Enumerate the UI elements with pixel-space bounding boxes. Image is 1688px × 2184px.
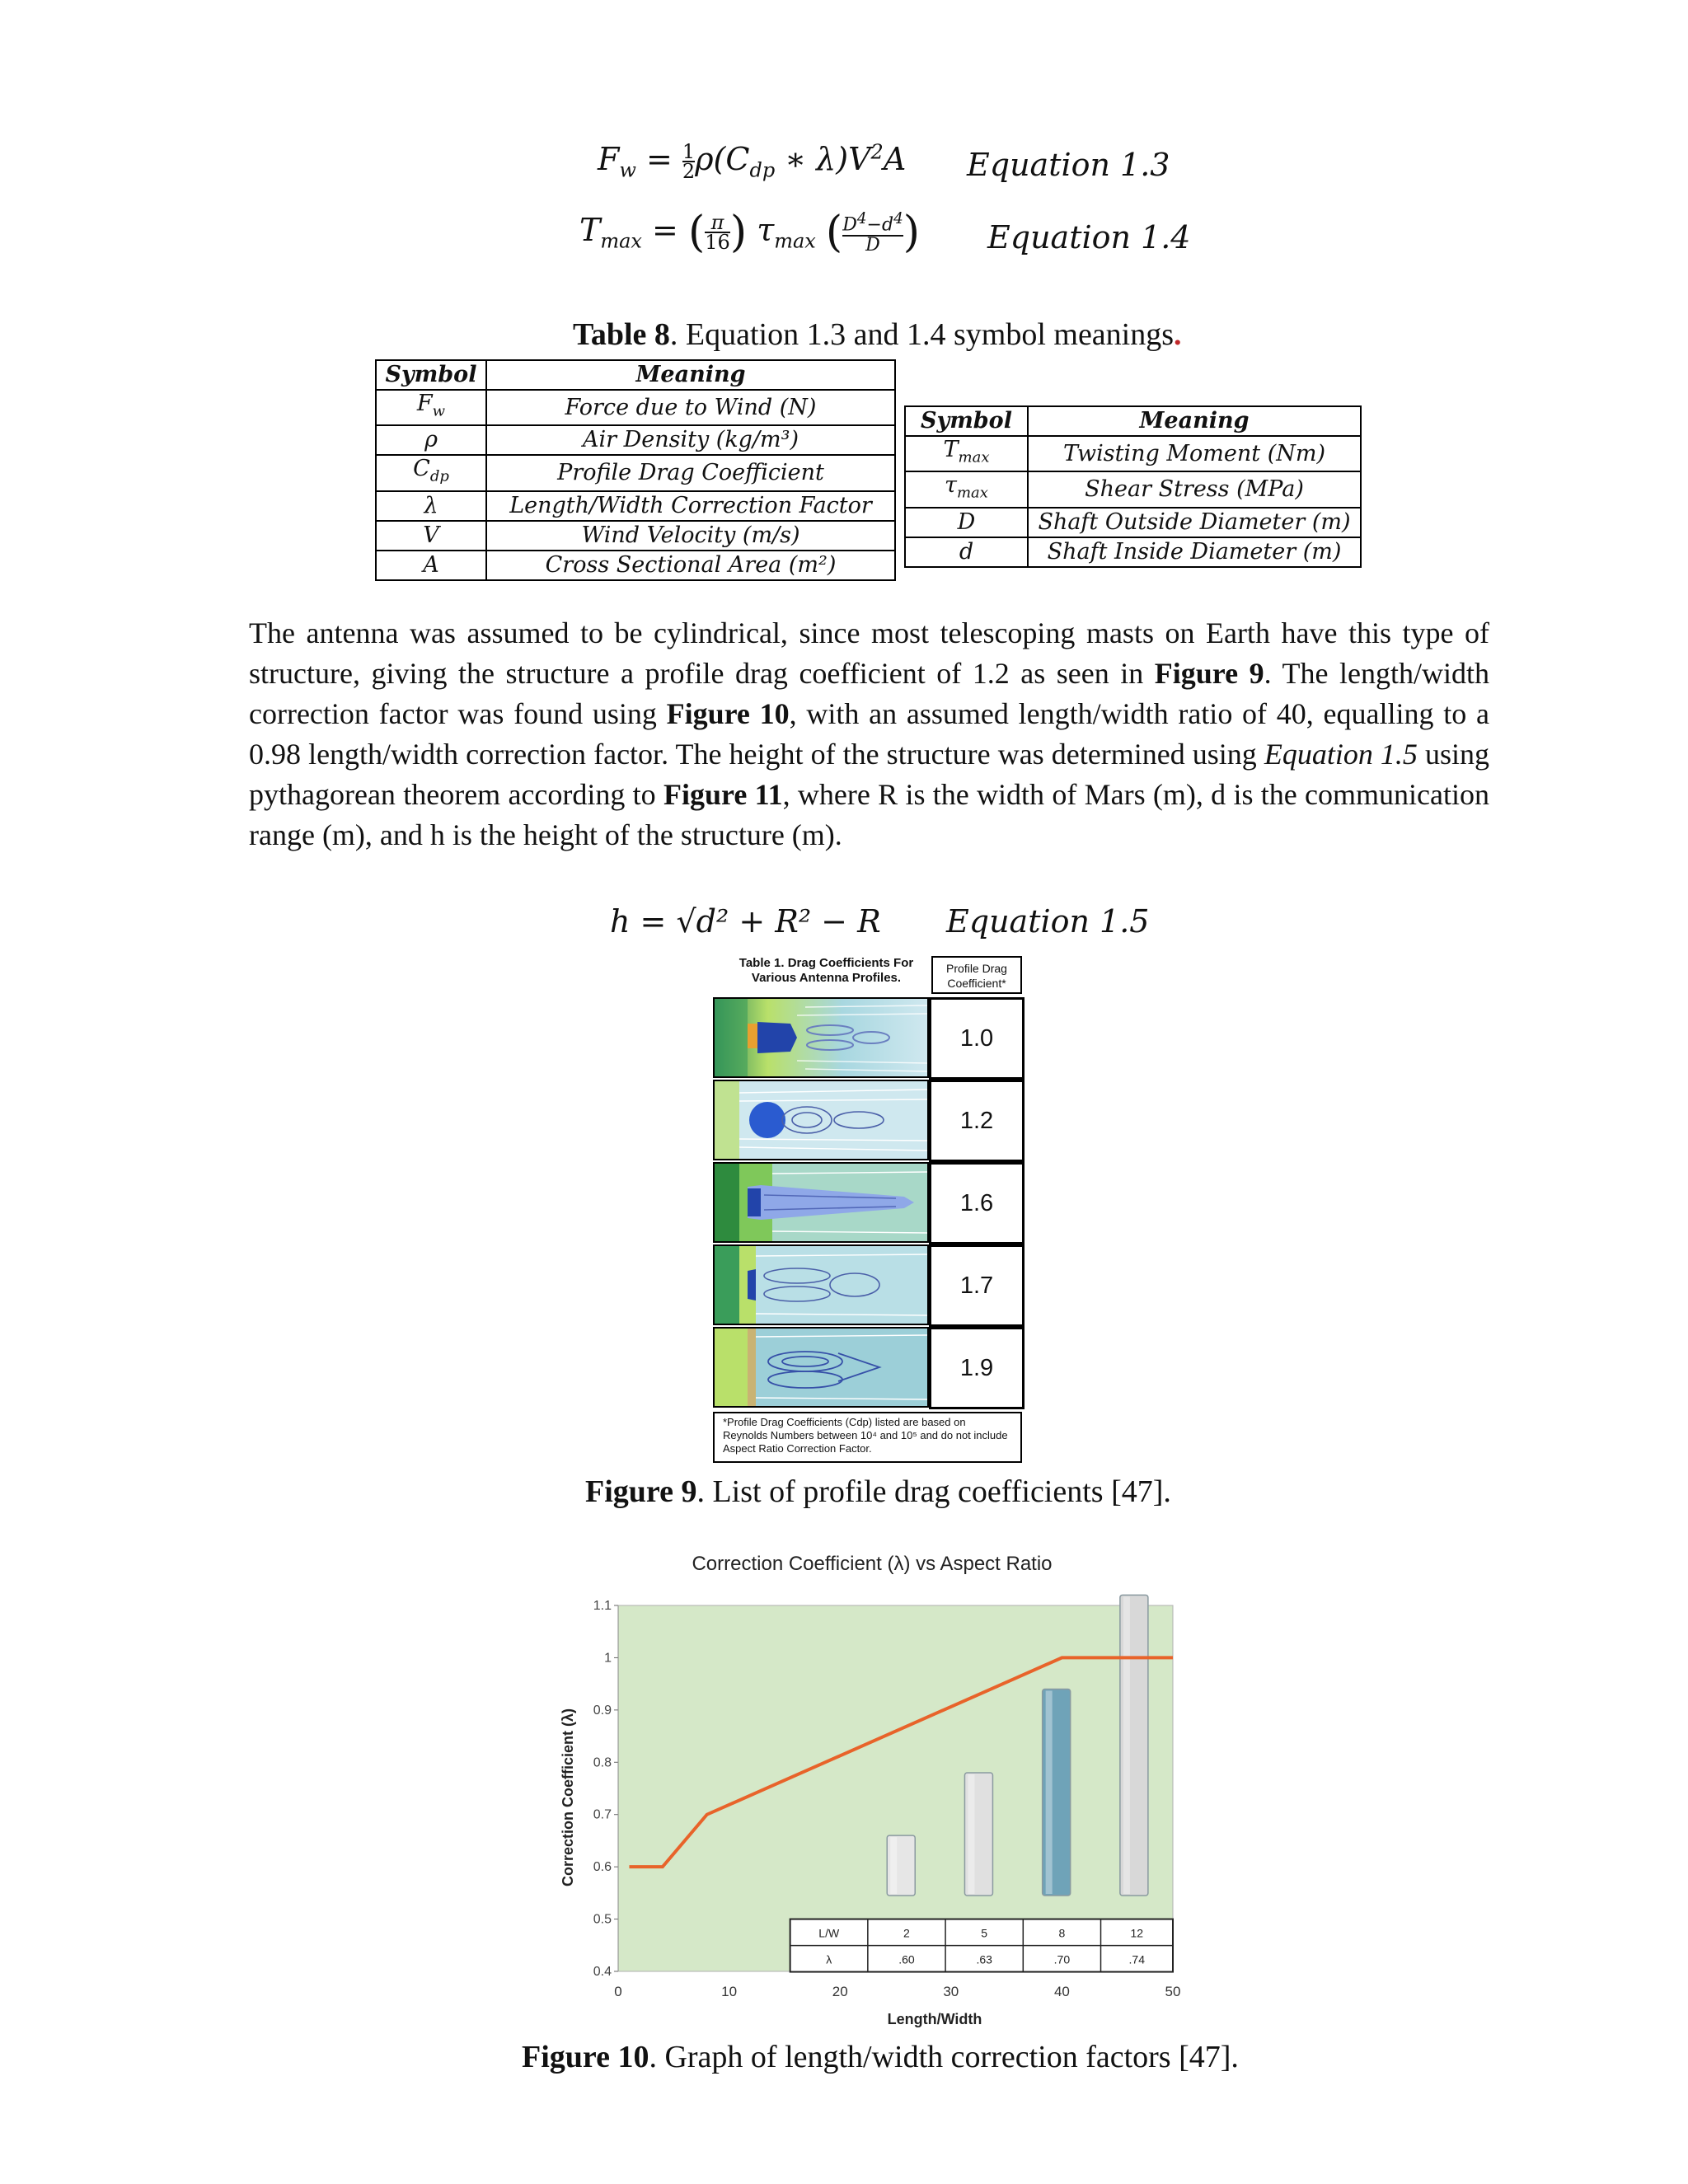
inset-table-cell: 12 bbox=[1130, 1926, 1144, 1940]
cylinder-highlight bbox=[1046, 1690, 1053, 1894]
table-row: λ Length/Width Correction Factor bbox=[376, 491, 895, 521]
drag-value: 1.0 bbox=[929, 997, 1025, 1080]
figure-10-caption bbox=[522, 2039, 1239, 2075]
inset-table-cell: 2 bbox=[903, 1926, 910, 1940]
x-tick-label: 20 bbox=[832, 1984, 848, 1999]
figure-9-ref: Figure 9 bbox=[1154, 657, 1264, 690]
y-tick-label: 1 bbox=[604, 1651, 612, 1666]
figure-9-column-header: Profile Drag Coefficient* bbox=[931, 956, 1022, 994]
cylinder-highlight bbox=[968, 1774, 974, 1894]
x-tick-label: 0 bbox=[614, 1984, 622, 1999]
figure-10-caption-label: Figure 10 bbox=[522, 2040, 649, 2074]
y-tick-label: 0.4 bbox=[593, 1965, 612, 1979]
inset-table-cell: .60 bbox=[898, 1952, 915, 1966]
drag-row bbox=[713, 1244, 1025, 1327]
y-axis-label: Correction Coefficient (λ) bbox=[560, 1708, 576, 1887]
x-axis-label: Length/Width bbox=[887, 2011, 982, 2027]
header-symbol: Symbol bbox=[905, 406, 1028, 436]
y-tick-label: 0.6 bbox=[593, 1860, 612, 1875]
figure-9-caption-text: . List of profile drag coefficients [47]. bbox=[696, 1474, 1171, 1509]
table-8-caption-dot: . bbox=[1174, 317, 1182, 352]
x-tick-label: 50 bbox=[1165, 1984, 1181, 1999]
figure-9 bbox=[713, 954, 1025, 1463]
x-tick-label: 10 bbox=[721, 1984, 738, 1999]
drag-value: 1.6 bbox=[929, 1162, 1025, 1244]
y-tick-label: 0.9 bbox=[593, 1703, 612, 1718]
figure-10-caption-text: . Graph of length/width correction factors [47]. bbox=[649, 2040, 1239, 2074]
chart-canvas bbox=[544, 1549, 1187, 2036]
y-tick-label: 0.7 bbox=[593, 1807, 612, 1822]
y-tick-label: 0.5 bbox=[593, 1912, 612, 1927]
inset-table-cell: λ bbox=[826, 1952, 832, 1966]
cylinder-highlight bbox=[1123, 1596, 1130, 1894]
figure-11-ref: Figure 11 bbox=[663, 778, 783, 811]
inset-table-cell: 8 bbox=[1058, 1926, 1066, 1940]
equation-1-5-label: Equation 1.5 bbox=[946, 903, 1150, 940]
flow-image bbox=[713, 1080, 929, 1160]
table-row: D Shaft Outside Diameter (m) bbox=[905, 508, 1361, 537]
table-row: $T_{max}$ Twisting Moment (Nm) bbox=[905, 436, 1361, 471]
inset-table-cell: .74 bbox=[1128, 1952, 1145, 1966]
table-row: $\tau_{max}$ Shear Stress (MPa) bbox=[905, 471, 1361, 507]
inset-table-cell: .63 bbox=[976, 1952, 992, 1966]
header-meaning: Meaning bbox=[1028, 406, 1361, 436]
cylinder-highlight bbox=[890, 1837, 897, 1894]
flow-image bbox=[713, 1162, 929, 1243]
table-row: $C_{dp}$ Profile Drag Coefficient bbox=[376, 455, 895, 490]
equation-1-4-label: Equation 1.4 bbox=[987, 219, 1191, 255]
x-tick-label: 40 bbox=[1053, 1984, 1070, 1999]
figure-10-chart bbox=[544, 1549, 1187, 2036]
inset-table-cell: 5 bbox=[981, 1926, 988, 1940]
figure-9-note: *Profile Drag Coefficients (Cdp) listed are based on Reynolds Numbers between 10⁴ and 10⁵ and do not include Aspect Ratio Correction Factor. bbox=[713, 1412, 1022, 1463]
drag-value: 1.7 bbox=[929, 1244, 1025, 1327]
x-tick-label: 30 bbox=[943, 1984, 959, 1999]
figure-9-caption bbox=[585, 1474, 1171, 1510]
drag-value: 1.2 bbox=[929, 1080, 1025, 1162]
table-row: $F_w$ Force due to Wind (N) bbox=[376, 390, 895, 425]
table-8-caption-label: Table 8 bbox=[573, 317, 670, 352]
drag-row bbox=[713, 1162, 1025, 1244]
inset-table-cell: L/W bbox=[818, 1926, 840, 1940]
table-row: V Wind Velocity (m/s) bbox=[376, 521, 895, 551]
flow-image bbox=[713, 1244, 929, 1325]
equation-1-5: h = √d² + R² − R bbox=[610, 903, 881, 940]
header-meaning: Meaning bbox=[486, 360, 895, 390]
table-row: ρ Air Density (kg/m³) bbox=[376, 425, 895, 455]
equation-1-5-ref: Equation 1.5 bbox=[1264, 738, 1418, 771]
flow-image bbox=[713, 1327, 929, 1408]
header-symbol: Symbol bbox=[376, 360, 486, 390]
table-row: d Shaft Inside Diameter (m) bbox=[905, 537, 1361, 567]
drag-row bbox=[713, 997, 1025, 1080]
table-row: A Cross Sectional Area (m²) bbox=[376, 551, 895, 580]
body-paragraph: The antenna was assumed to be cylindrical, since most telescoping masts on Earth have this type of structure, giving the structure a profile drag coefficient of 1.2 as seen in Figure 9. The length/width correction factor was found using Figure 10, with an assumed length/width ratio of 40, equalling to a 0.98 length/width correction factor. The height of the structure was determined using Equation 1.5 using pythagorean theorem according to Figure 11, where R is the width of Mars (m), d is the communication range (m), and h is the height of the structure (m). bbox=[249, 616, 1490, 851]
table-8-caption-text: . Equation 1.3 and 1.4 symbol meanings bbox=[669, 317, 1175, 352]
plot-area bbox=[618, 1605, 1173, 1971]
table-8-caption bbox=[573, 316, 1182, 353]
flow-image bbox=[713, 997, 929, 1078]
symbol-table-right bbox=[904, 405, 1362, 568]
inset-table-cell: .70 bbox=[1053, 1952, 1071, 1966]
y-tick-label: 1.1 bbox=[593, 1599, 612, 1613]
figure-9-caption-label: Figure 9 bbox=[585, 1474, 697, 1509]
drag-value: 1.9 bbox=[929, 1327, 1025, 1409]
drag-row bbox=[713, 1080, 1025, 1162]
equation-1-3: $F_w$ = $\frac{1}{2}$ $\rho(C_{dp}$ ∗ $\lambda)V^2A$ bbox=[598, 140, 907, 184]
figure-9-table-title: Table 1. Drag Coefficients For Various Antenna Profiles. bbox=[738, 956, 914, 985]
equation-1-4: $T_{max}$ = ( $\frac{\pi}{16}$ ) $\tau_{max}$ ( $\frac{D^4-d^4}{D}$ ) bbox=[579, 208, 921, 257]
symbol-table-left bbox=[375, 359, 896, 581]
figure-10-ref: Figure 10 bbox=[666, 697, 790, 730]
y-tick-label: 0.8 bbox=[593, 1755, 612, 1770]
drag-row bbox=[713, 1327, 1025, 1409]
chart-title: Correction Coefficient (λ) vs Aspect Ratio bbox=[692, 1553, 1053, 1575]
equation-1-3-label: Equation 1.3 bbox=[967, 147, 1170, 183]
